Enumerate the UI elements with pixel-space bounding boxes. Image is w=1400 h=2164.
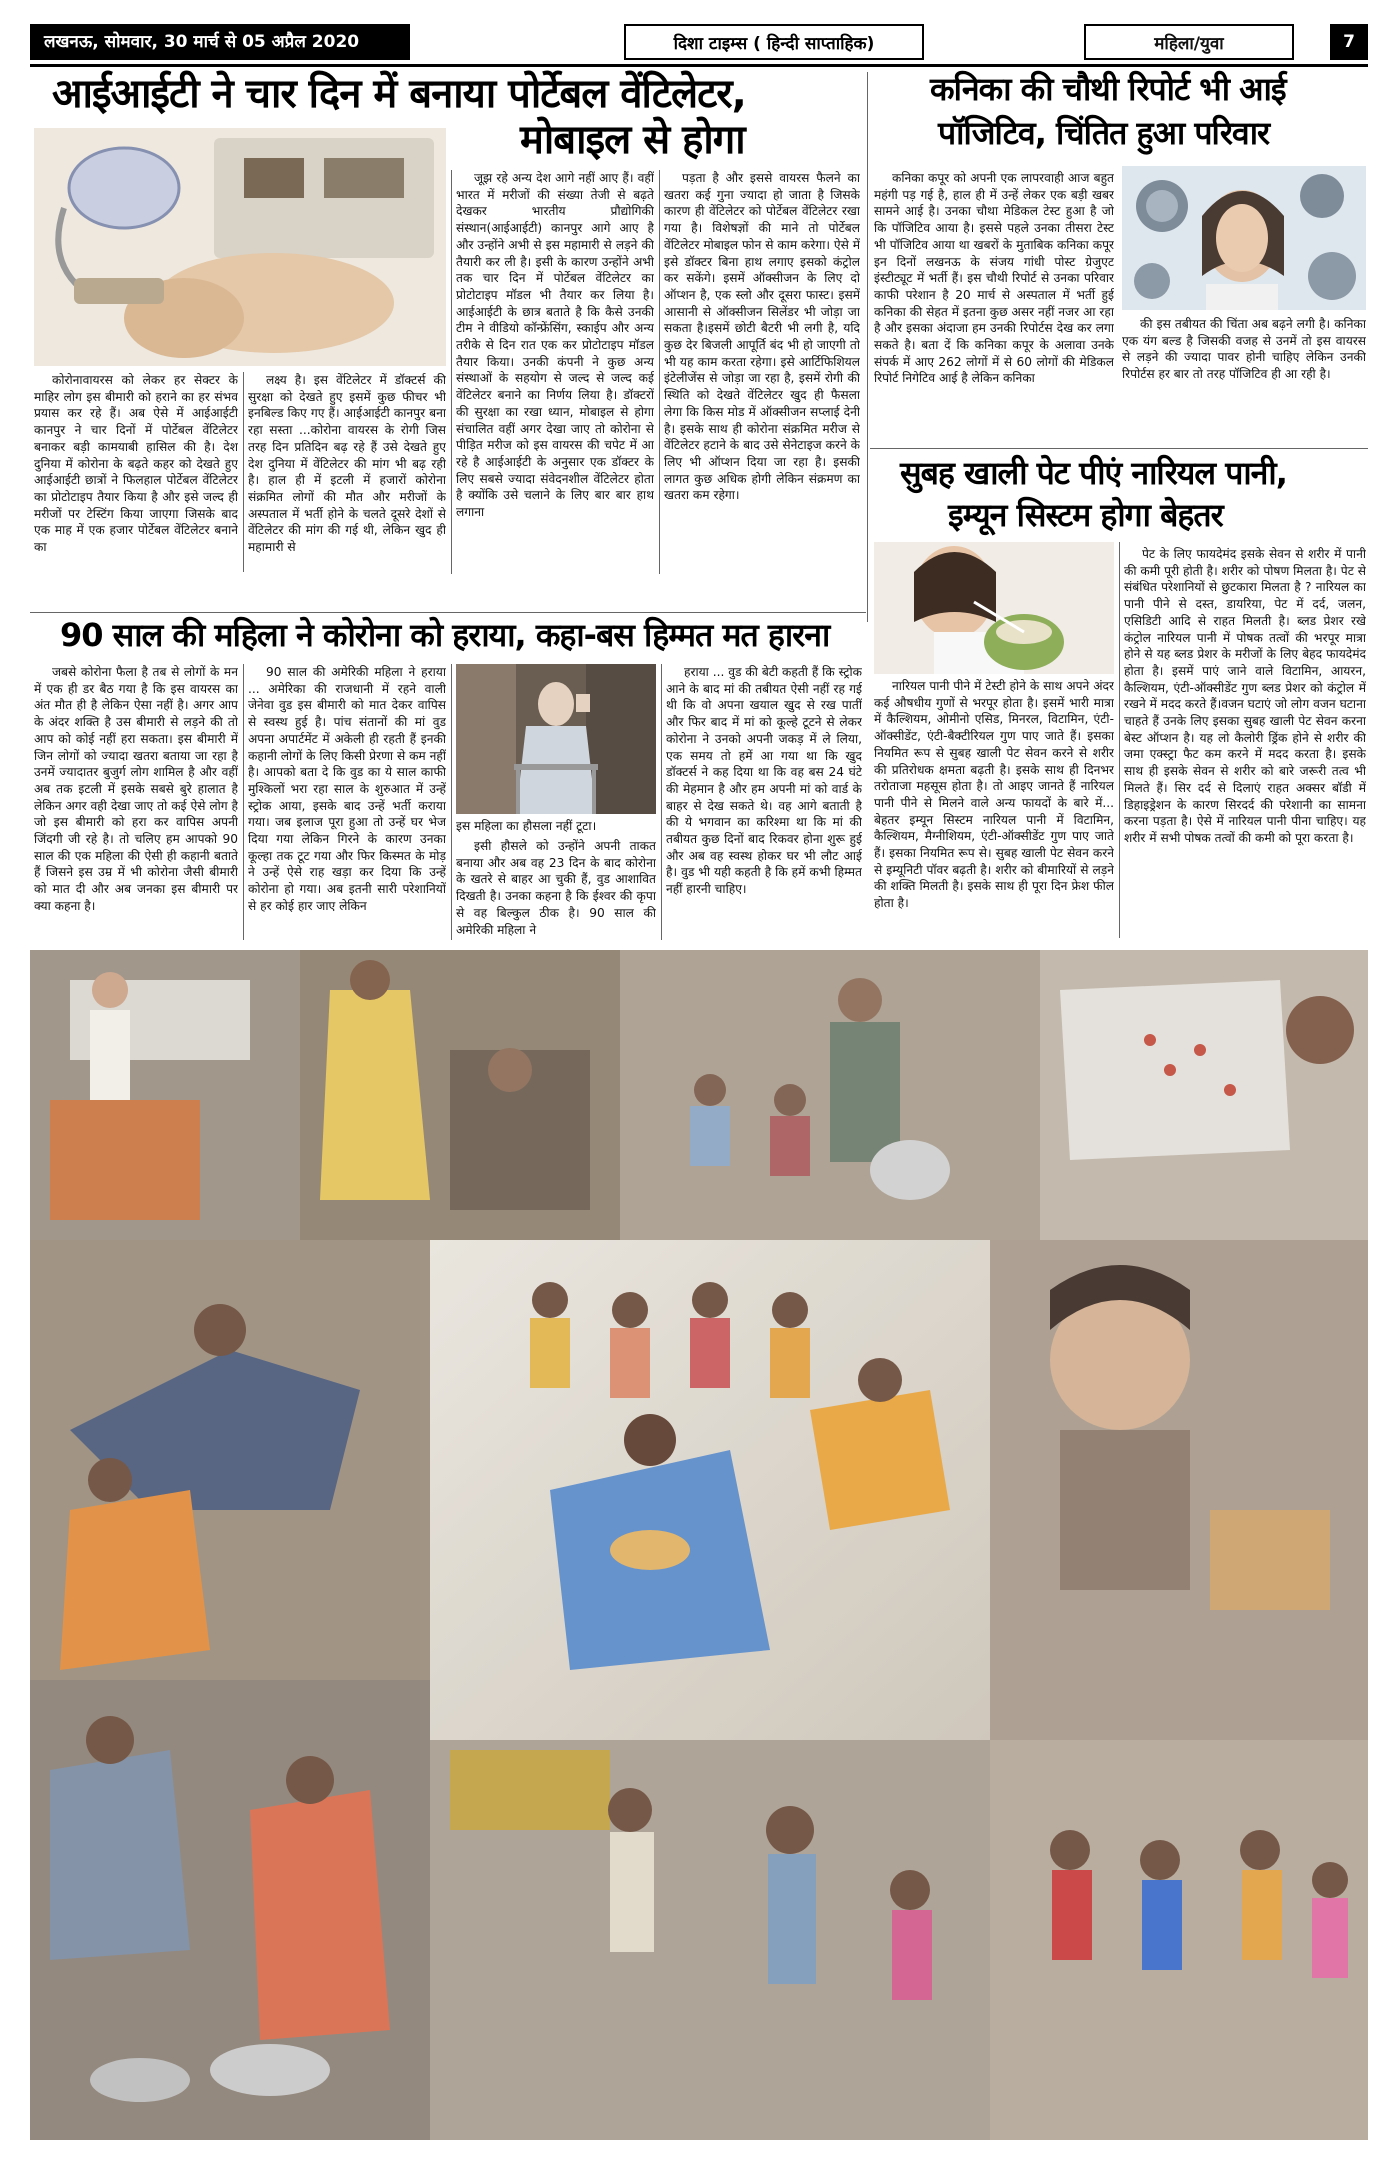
woman90-col-4: हराया ... वुड की बेटी कहती हैं कि स्ट्रोक आने के बाद मां की तबीयत ऐसी नहीं रह गई थी कि वो अपना खयाल खुद से रख पातीं और फिर बाद में मां को कूल्हे टूटने से लेकर कोरोना ने उनको अपनी जकड़ में ले लिया, एक समय तो हमें आ गया था कि खुद डॉक्टर्स ने कह दिया था कि वह बस 24 घंटे की मेहमान है और हम अपनी मां को वार्ड के बाहर से देख सकते थे। वह आगे बताती है की ये भगवान का करिश्मा था कि मां की तबीयत कुछ दिनों बाद रिकवर होना शुरू हुई और अब वह स्वस्थ होकर घर भी लौट आई है। वुड भी यही कहती है कि हमें कभी हिम्मत नहीं हारनी चाहिए। [666, 665, 862, 897]
coconut-headline-2: इम्यून सिस्टम होगा बेहतर [948, 496, 1223, 534]
masthead-paper-name: दिशा टाइम्स ( हिन्दी साप्ताहिक) [624, 24, 924, 60]
ventilator-col-2: लक्ष्य है। इस वेंटिलेटर में डॉक्टर्स की सुरक्षा को देखते हुए इसमें कुछ फीचर भी इनबिल्ड किए गए हैं। आईआईटी कानपुर बना रहा सस्ता ...कोरोना वायरस के रोगी जिस तरह दिन प्रतिदिन बढ़ रहे हैं उसे देखते हुए देश दुनिया में वेंटिलेटर की मांग भी बढ़ रही है। हाल ही में इटली में हजारों कोरोना संक्रमित लोगों की मौत और मरीजों के अस्पताल में भर्ती होने के चलते दूसरे देशों से वेंटिलेटर की मांग की गई थी, लेकिन खुद ही महामारी से [248, 373, 446, 555]
coconut-photo [874, 542, 1114, 674]
woman90-col-2: 90 साल की अमेरिकी महिला ने हराया ... अमेरिका की राजधानी में रहने वाली जेनेवा वुड इस बीमारी को मात देकर वापिस से स्वस्थ हुई है। पांच संतानों की मां वुड अपना अपार्टमेंट में अकेली ही रहती हैं इनकी कहानी लोगों के लिए किसी प्रेरणा से कम नहीं है। आपको बता दे कि वुड का ये साल काफी मुश्किलों भरा रहा साल के शुरुआत में उन्हें स्ट्रोक आया, इसके बाद उन्हें भर्ती कराया गया। जब इलाज पूरा हुआ तो उन्हें घर भेज दिया गया लेकिन गिरने के कारण उनका कूल्हा तक टूट गया और फिर किस्मत के मोड़ ने उन्हें ऐसे राह खड़ा कर दिया कि उन्हें कोरोना हो गया। अब इतनी सारी परेशानियों से हर कोई हार जाए लेकिन [248, 665, 446, 913]
kanika-col-2: की इस तबीयत की चिंता अब बढ़ने लगी है। कनिका एक यंग बल्ड है जिसकी वजह से उनमें तो इस वायरस से लड़ने की ज्यादा पावर होनी चाहिए लेकिन उनकी रिपोर्टस हर बार तो तरह पॉजिटिव ही आ रही है। [1122, 317, 1366, 382]
woman90-photo-caption: इस महिला का हौसला नहीं टूटा। [456, 819, 597, 833]
masthead-section: महिला/युवा [1084, 24, 1294, 60]
coconut-col-1: नारियल पानी पीने में टेस्टी होने के साथ अपने अंदर कई औषधीय गुणों से भरपूर होता है। इसमें भारी मात्रा में कैल्शियम, ओमीनो एसिड, मिनरल, विटामिन, एंटी-ऑक्सीडेंट, एंटी-बैक्टीरियल गुण पाए जाते हैं। इसका नियमित रूप से सुबह खाली पेट सेवन करने से शरीर की प्रतिरोधक क्षमता बढ़ती है। इसके साथ ही दिनभर तरोताजा महसूस होता है। तो आइए जानते हैं नारियल पानी पीने से मिलने वाले अन्य फायदों के बारे में... बेहतर इम्यून सिस्टम नारियल पानी में विटामिन, कैल्शियम, मैग्नीशियम, एंटी-ऑक्सीडेंट गुण पाए जाते हैं। इसका नियमित रूप से। सुबह खाली पेट सेवन करने से इम्यूनिटी पॉवर बढ़ती है। शरीर को बीमारियों से लड़ने की शक्ति मिलती है। इसके साथ ही पूरा दिन फ्रेश फील होता है। [874, 679, 1114, 911]
coconut-col-2: पेट के लिए फायदेमंद इसके सेवन से शरीर में पानी की कमी पूरी होती है। शरीर को पोषण मिलता है। पेट से संबंधित परेशानियों से छुटकारा मिलता है ? नारियल का पानी पीने से दस्त, डायरिया, पेट में दर्द, जलन, एसिडिटी आदि से राहत मिलती है। ब्लड प्रेशर रखे कंट्रोल नारियल पानी में पोषक तत्वों की भरपूर मात्रा होने से यह ब्लड प्रेशर के मरीजों के लिए बेहद फायदेमंद होता है। इसमें पाएं जाने वाले विटामिन, आयरन, कैल्शियम, एंटी-ऑक्सीडेंट गुण ब्लड प्रेशर को कंट्रोल में रखने में मदद करते हैं।वजन घटाएं जो लोग वजन घटाना चाहते हैं उनके लिए इसका सुबह खाली पेट सेवन करना बेस्ट ऑप्शन है। यह लो कैलोरी ड्रिंक होने से शरीर की जमा एक्स्ट्रा फैट कम करने में मदद करता है। इसके साथ ही इसके सेवन से शरीर को बारे जरूरी तत्व भी मिलते हैं। सिर दर्द से दिलाएं राहत अक्सर बॉडी में डिहाइड्रेशन के कारण सिरदर्द की परेशानी का सामना करना पड़ता है। ऐसे में नारियल पानी पीना चाहिए। यह शरीर में सभी पोषक तत्वों की कमी को पूरा करता है। [1124, 547, 1366, 845]
food-distribution-photo-collage [30, 950, 1368, 2140]
ventilator-photo [34, 128, 446, 366]
kanika-col-1: कनिका कपूर को अपनी एक लापरवाही आज बहुत महंगी पड़ गई है, हाल ही में उन्हें लेकर एक बड़ी खबर सामने आई है। उनका चौथा मेडिकल टेस्ट हुआ है जो कि पॉजिटिव आया है। इससे पहले उनका तीसरा टेस्ट भी पॉजिटिव आया था खबरों के मुताबिक कनिका कपूर इन दिनों लखनऊ के संजय गांधी पोस्ट ग्रेजुएट इंस्टीट्यूट में भर्ती हैं। इस चौथी रिपोर्ट से उनका परिवार काफी परेशान है 20 मार्च से अस्पताल में भर्ती हुई कनिका की सेहत में इतना कुछ असर नहीं नजर आ रहा है और इसका अंदाजा हम उनकी रिपोर्टस देख कर लगा सकते है। बता दें कि कनिका कपूर के अलावा उनके संपर्क में आए 262 लोगों में से 60 लोगों की मेडिकल रिपोर्ट निगेटिव आई है लेकिन कनिका [874, 171, 1114, 386]
coconut-headline-1: सुबह खाली पेट पीएं नारियल पानी, [900, 454, 1287, 492]
masthead [30, 24, 1368, 64]
kanika-photo [1122, 166, 1366, 310]
ventilator-col-3: जूझ रहे अन्य देश आगे नहीं आए हैं। वहीं भारत में मरीजों की संख्या तेजी से बढ़ते देखकर भारतीय प्रौद्योगिकी संस्थान(आईआईटी) कानपुर आगे आए है और उन्होंने अभी से इस महामारी से लड़ने की तैयारी कर ली है। इसी के कारण उन्होंने अभी तक चार दिन में पोर्टेबल वेंटिलेटर का प्रोटोटाइप मॉडल भी तैयार कर लिया है। आईआईटी के छात्र बताते है कि कैसे उनकी टीम ने वीडियो कॉन्फ्रेंसिंग, स्काईप और अन्य तरीके से दिन रात एक कर प्रोटोटाइप मॉडल तैयार किया। उनकी कंपनी ने कुछ अन्य संस्थाओं के सहयोग से जल्द से जल्द कई वेंटिलेटर बनाने का निर्णय लिया है। डॉक्टरों की सुरक्षा का रखा ध्यान, मोबाइल से होगा संचालित वहीं अगर देखा जाए तो कोरोना से पीड़ित मरीज को इस वायरस की चपेट में आ रहे है आईआईटी के अनुसार एक डॉक्टर के लिए सबसे ज्यादा संवेदनशील वेंटिलेटर होता है क्योंकि उसे चलाने के लिए बार बार हाथ लगाना [456, 171, 654, 520]
woman90-col-3: इसी हौसले को उन्होंने अपनी ताकत बनाया और अब वह 23 दिन के बाद कोरोना के खतरे से बाहर आ चुकी हैं, वुड आशावित दिखती है। उनका कहना है कि ईश्वर की कृपा से वह बिल्कुल ठीक है। 90 साल की अमेरिकी महिला ने [456, 839, 656, 937]
masthead-date: लखनऊ, सोमवार, 30 मार्च से 05 अप्रैल 2020 [30, 24, 410, 60]
kanika-headline-2: पॉजिटिव, चिंतित हुआ परिवार [938, 114, 1270, 152]
woman90-headline: 90 साल की महिला ने कोरोना को हराया, कहा-बस हिम्मत मत हारना [60, 616, 830, 654]
ventilator-headline-1: आईआईटी ने चार दिन में बनाया पोर्टेबल वेंटिलेटर, [52, 71, 746, 117]
woman90-photo [456, 664, 656, 814]
ventilator-col-4: पड़ता है और इससे वायरस फैलने का खतरा कई गुना ज्यादा हो जाता है जिसके कारण ही वेंटिलेटर को पोर्टेबल वेंटिलेटर रखा गया है। विशेषज्ञों की माने तो पोर्टेबल वेंटिलेटर मोबाइल फोन से काम करेगा। ऐसे में इसे डॉक्टर बिना हाथ लगाए इसको कंट्रोल कर सकेंगे। इसमें ऑक्सीजन के लिए दो ऑप्शन है, एक स्लो और दूसरा फास्ट। इसमें आसानी से ऑक्सीजन सिलेंडर भी जोड़ा जा सकता है।इसमें छोटी बैटरी भी लगी है, यदि कुछ देर बिजली आपूर्ति बंद भी हो जाएगी तो भी यह काम करता रहेगा। इसे आर्टिफिशियल इंटेलीजेंस से जोड़ा जा रहा है, इसमें रोगी की स्थिति को देखते वेंटिलेटर खुद ही फैसला लेगा कि किस मोड में ऑक्सीजन सप्लाई देनी है। इसके साथ ही कोरोना संक्रमित मरीज से वेंटिलेटर हटाने के बाद उसे सेनेटाइज करने के लिए भी ऑप्शन दिया जा रहा है। इसकी लागत कुछ अधिक होगी लेकिन संक्रमण का खतरा कम रहेगा। [664, 171, 860, 503]
ventilator-headline-2: मोबाइल से होगा [520, 117, 745, 163]
ventilator-col-1: कोरोनावायरस को लेकर हर सेक्टर के माहिर लोग इस बीमारी को हराने का हर संभव प्रयास कर रहे हैं। अब ऐसे में आईआईटी कानपुर ने चार दिनों में पोर्टेबल वेंटिलेटर बनाकर बड़ी कामयाबी हासिल की है। देश दुनिया में कोरोना के बढ़ते कहर को देखते हुए आईआईटी छात्रों ने फिलहाल पोर्टेबल वेंटिलेटर का प्रोटोटाइप तैयार किया है और इसे जल्द ही मरीजों पर टेस्टिंग किया जाएगा जिसके बाद एक माह में एक हजार पोर्टेबल वेंटिलेटर बनाने का [34, 373, 238, 555]
kanika-headline-1: कनिका की चौथी रिपोर्ट भी आई [930, 70, 1286, 108]
woman90-col-1: जबसे कोरोना फैला है तब से लोगों के मन में एक ही डर बैठ गया है कि इस वायरस का अंत मौत ही है लेकिन ऐसा नहीं है। अगर आप के अंदर शक्ति है उस बीमारी से लड़ने की तो आप को कोई नहीं हरा सकता। इस बीमारी में जिन लोगों को ज्यादा खतरा बताया जा रहा है उनमें ज्यादातर बुजुर्ग लोग शामिल है और वहीं अब तक इटली में इसके सबसे बुरे हालात है लेकिन अगर वही देखा जाए तो कई ऐसे लोग है जो इस बीमारी को हरा कर वापिस अपनी जिंदगी जी रहे है। तो चलिए हम आपको 90 साल की एक महिला की ऐसी ही कहानी बताते हैं जिसने इस उम्र में भी कोरोना जैसी बीमारी को मात दी और अब जनका इस बीमारी पर क्या कहना है। [34, 665, 238, 913]
masthead-rule [30, 64, 1368, 67]
page-number: 7 [1330, 24, 1368, 60]
